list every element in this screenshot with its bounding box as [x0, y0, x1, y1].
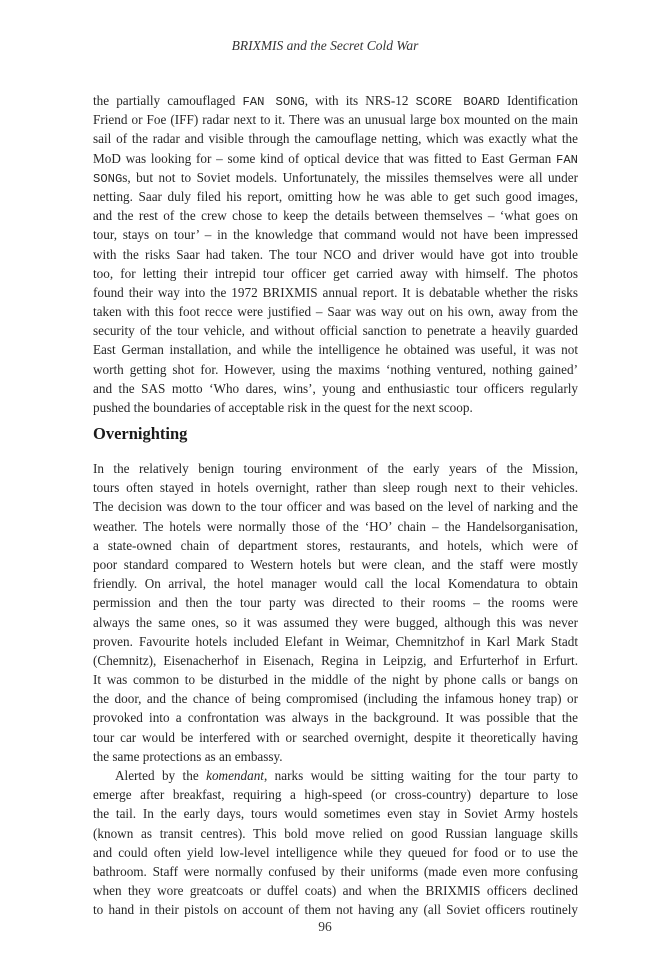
text-line: weather. The hotels were normally those of the ‘HO’ chain – the Handelsorganisation, — [93, 518, 578, 534]
text-line: It was common to be disturbed in the middle of the night by phone calls or bangs on — [93, 672, 578, 688]
running-header: BRIXMIS and the Secret Cold War — [231, 38, 419, 53]
text-line: tours often stayed in hotels overnight, rather than sleep rough next to their vehicles. — [93, 480, 578, 496]
text-line: always the same ones, so it was assumed they were bugged, although this was never — [93, 614, 578, 630]
text-line: sail of the radar and visible through the camouflage netting, which was exactly what the — [93, 131, 578, 147]
text-line: with the risks Saar had taken. The tour NCO and driver would have got into trouble — [93, 246, 578, 262]
text-line: the tail. In the early days, tours would sometimes even stay in Soviet Army hostels — [93, 806, 578, 822]
text-line: permission and then the tour party was directed to their rooms – the rooms were — [93, 595, 578, 611]
text-line: provoked into a confrontation was always in the background. It was possible that the — [93, 710, 578, 726]
text-line: (known as transit centres). This bold move relied on good Russian language skills — [93, 825, 578, 841]
text-line: SONGs, but not to Soviet models. Unfortunately, the missiles themselves were all under — [93, 169, 578, 186]
codename-song: SONG — [93, 171, 123, 186]
body-overnighting — [93, 459, 578, 920]
text-line: and could often yield low-level intelligence while they queued for food or to use the — [93, 844, 578, 860]
text-line: to hand in their pistols on account of them not having any (all Soviet officers routinely — [93, 902, 578, 918]
text-line: and the SAS motto ‘Who dares, wins’, young and enthusiastic tour officers regularly — [93, 380, 578, 396]
codename-fan: FAN — [556, 152, 578, 167]
text-line: found their way into the 1972 BRIXMIS annual report. It is debatable whether the risks — [93, 284, 578, 300]
codename-score-board: SCORE BOARD — [415, 95, 500, 109]
text-line: when they wore greatcoats or duffel coats) and when the BRIXMIS officers declined — [93, 883, 578, 899]
text-line: Alerted by the komendant, narks would be sitting waiting for the tour party to — [115, 768, 578, 783]
text-line: emerge after breakfast, requiring a high-speed (or cross-country) departure to lose — [93, 787, 578, 803]
text-line: tour, stays on tour’ – in the knowledge that command would not have been impressed — [93, 227, 578, 243]
page-number: 96 — [318, 919, 332, 934]
text-line: the partially camouflaged FAN SONG, with its NRS-12 SCORE BOARD Identification — [93, 93, 579, 109]
text-line: bathroom. Staff were normally confused by their uniforms (made even more confusing — [93, 863, 578, 879]
paragraph-radar — [93, 91, 578, 417]
text-line: proven. Favourite hotels included Elefant in Weimar, Chemnitzhof in Karl Mark Stadt — [93, 633, 578, 649]
codename-fan-song: FAN SONG — [242, 95, 305, 109]
text-line: MoD was looking for – some kind of optical device that was fitted to East German FAN — [93, 150, 578, 167]
text-line: netting. Saar duly filed his report, omitting how he was able to get such good images, — [93, 188, 578, 204]
text-line: In the relatively benign touring environment of the early years of the Mission, — [93, 461, 578, 476]
text-line: taken with this foot recce were justified – Saar was way out on his own, away from the — [93, 304, 578, 320]
text-line: Friend or Foe (IFF) radar next to it. There was an unusual large box mounted on the main — [93, 112, 578, 128]
text-line: a state-owned chain of department stores, restaurants, and hotels, which were of — [93, 537, 578, 553]
text-line: (Chemnitz), Eisenacherhof in Eisenach, Regina in Leipzig, and Erfurterhof in Erfurt. — [93, 652, 578, 668]
text-line: the same protections as an embassy. — [93, 748, 283, 764]
text-line: The decision was down to the tour officer and was based on the level of narking and the — [93, 499, 578, 515]
text-line: worth getting shot for. However, using the maxims ‘nothing ventured, nothing gained’ — [93, 361, 578, 377]
italic-term: komendant — [206, 768, 264, 783]
text-line: security of the tour vehicle, and without official sanction to penetrate a heavily guarded — [93, 323, 578, 339]
text-line: too, for letting their intrepid tour officer get carried away with himself. The photos — [93, 265, 578, 281]
text-line: East German installation, and while the intelligence he obtained was useful, it was not — [93, 342, 578, 358]
text-line: tour car would be interfered with or searched overnight, despite it theoretically having — [93, 729, 578, 745]
text-line: poor standard compared to Western hotels but were clean, and the staff were mostly — [93, 556, 578, 572]
text-line: the door, and the chance of being compromised (including the infamous honey trap) or — [93, 691, 578, 707]
text-line: and the rest of the crew chose to keep the details between themselves – ‘what goes on — [93, 208, 578, 224]
text-line: pushed the boundaries of acceptable risk in the quest for the next scoop. — [93, 400, 473, 415]
section-heading: Overnighting — [93, 424, 188, 443]
text-line: friendly. On arrival, the hotel manager would call the local Komendatura to obtain — [93, 576, 578, 592]
